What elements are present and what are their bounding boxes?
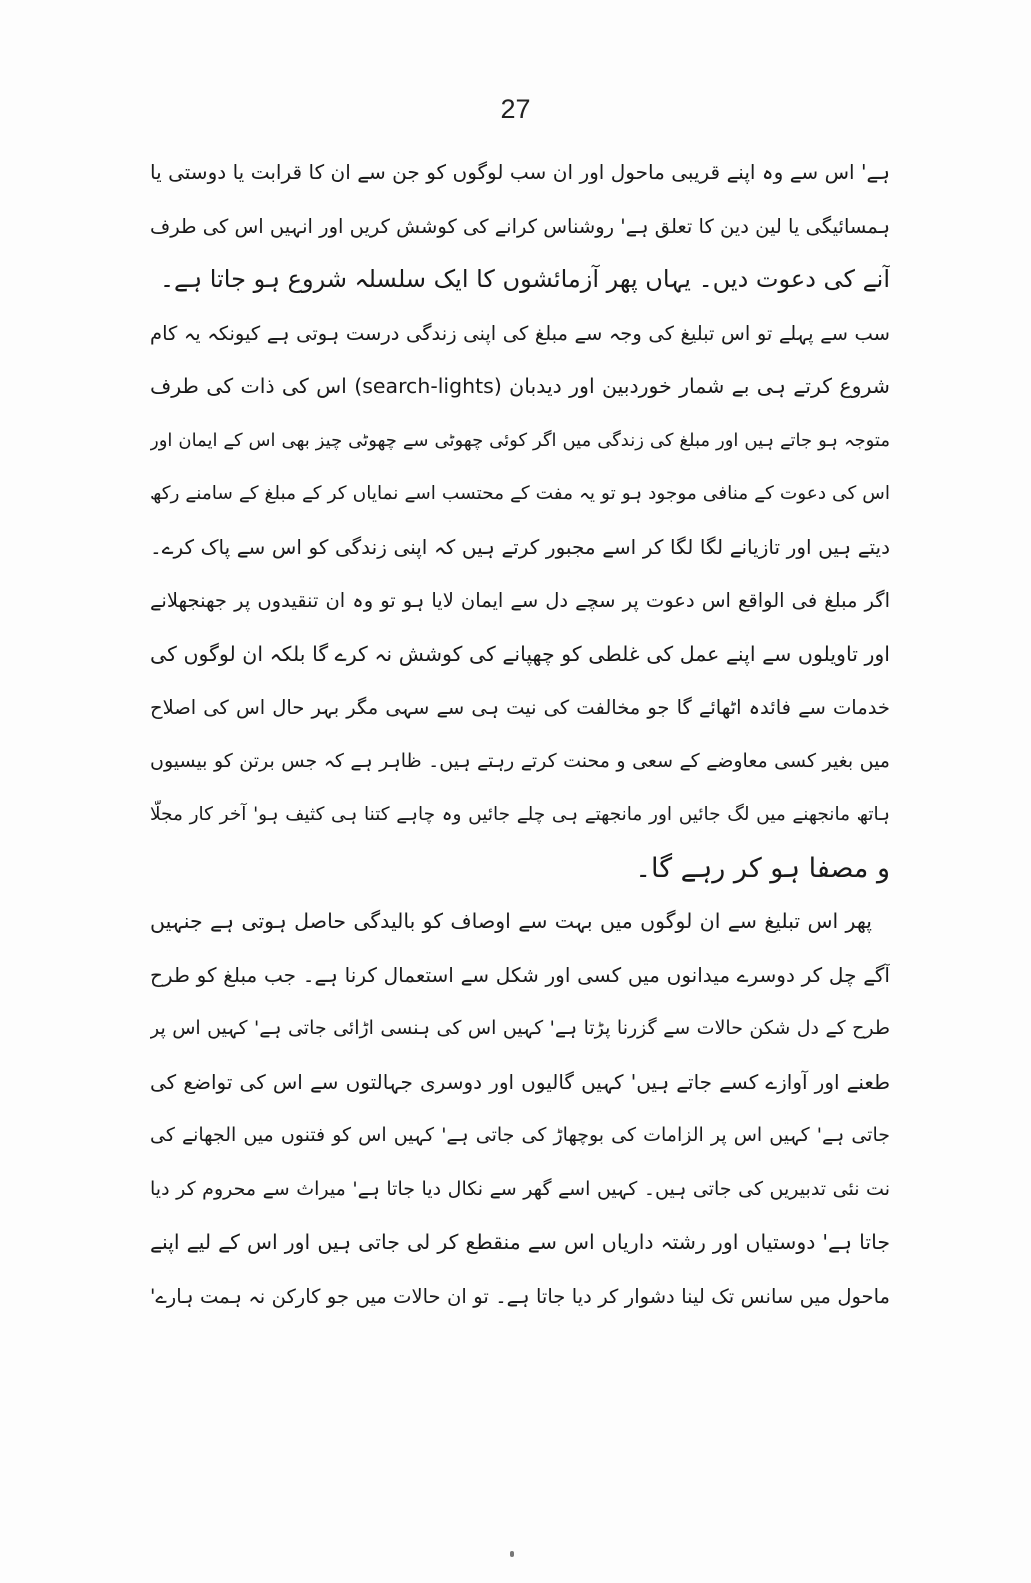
text-line: ہے' اس سے وہ اپنے قریبی ماحول اور ان سب لوگوں کو جن سے ان کا قرابت یا دوستی یا [150, 160, 890, 184]
text-line: شروع کرتے ہی بے شمار خوردبین اور دیدبان (search-lights) اس کی ذات کی طرف [150, 374, 890, 398]
text-line: جاتا ہے' دوستیاں اور رشتہ داریاں اس سے منقطع کر لی جاتی ہیں اور اس کے لیے اپنے [150, 1230, 890, 1254]
text-line: خدمات سے فائدہ اٹھائے گا جو مخالفت کی نیت ہی سے سہی مگر بہر حال اس کی اصلاح [150, 696, 890, 719]
body-text [150, 146, 890, 1323]
text-line: ہاتھ مانجھنے میں لگ جائیں اور مانجھتے ہی چلے جائیں وہ چاہے کتنا ہی کثیف ہو' آخر کار مجلّا [150, 804, 890, 825]
page-number: 27 [500, 94, 531, 124]
text-line: میں بغیر کسی معاوضے کے سعی و محنت کرتے رہتے ہیں۔ ظاہر ہے کہ جس برتن کو بیسیوں [150, 749, 890, 772]
scan-dot [510, 1551, 514, 1557]
text-line: دیتے ہیں اور تازیانے لگا لگا کر اسے مجبور کرتے ہیں کہ اپنی زندگی کو اس سے پاک کرے۔ [150, 534, 890, 559]
text-line: طعنے اور آوازے کسے جاتے ہیں' کہیں گالیوں اور دوسری جہالتوں سے اس کی تواضع کی [150, 1069, 890, 1094]
text-line: جاتی ہے' کہیں اس پر الزامات کی بوچھاڑ کی جاتی ہے' کہیں اس کو فتنوں میں الجھانے کی [150, 1124, 890, 1146]
text-line: آنے کی دعوت دیں۔ یہاں پھر آزمائشوں کا ایک سلسلہ شروع ہو جاتا ہے۔ [159, 265, 890, 293]
text-line: سب سے پہلے تو اس تبلیغ کی وجہ سے مبلغ کی اپنی زندگی درست ہوتی ہے کیونکہ یہ کام [150, 321, 890, 345]
text-line: اور تاویلوں سے اپنے عمل کی غلطی کو چھپانے کی کوشش نہ کرے گا بلکہ ان لوگوں کی [150, 641, 890, 666]
text-line: و مصفا ہو کر رہے گا۔ [635, 852, 890, 884]
text-line: آگے چل کر دوسرے میدانوں میں کسی اور شکل سے استعمال کرنا ہے۔ جب مبلغ کو طرح [150, 962, 890, 987]
text-line: ہمسائیگی یا لین دین کا تعلق ہے' روشناس کرانے کی کوشش کریں اور انہیں اس کی طرف [150, 214, 890, 238]
text-line: پھر اس تبلیغ سے ان لوگوں میں بہت سے اوصاف کو بالیدگی حاصل ہوتی ہے جنہیں [150, 909, 872, 933]
text-line: نت نئی تدبیریں کی جاتی ہیں۔ کہیں اسے گھر سے نکال دیا جاتا ہے' میراث سے محروم کر دیا [150, 1177, 890, 1200]
text-line: اس کی دعوت کے منافی موجود ہو تو یہ مفت کے محتسب اسے نمایاں کر کے مبلغ کے سامنے رکھ [150, 483, 890, 504]
text-line: اگر مبلغ فی الواقع اس دعوت پر سچے دل سے ایمان لایا ہو تو وہ ان تنقیدوں پر جھنجھلانے [150, 589, 890, 612]
text-line: متوجہ ہو جاتے ہیں اور مبلغ کی زندگی میں اگر کوئی چھوٹی سے چھوٹی چیز بھی اس کے ایمان اور [150, 429, 890, 451]
text-line: ماحول میں سانس تک لینا دشوار کر دیا جاتا ہے۔ تو ان حالات میں جو کارکن نہ ہمت ہارے' [150, 1284, 890, 1308]
text-line: طرح کے دل شکن حالات سے گزرنا پڑتا ہے' کہیں اس کی ہنسی اڑائی جاتی ہے' کہیں اس پر [150, 1017, 890, 1039]
